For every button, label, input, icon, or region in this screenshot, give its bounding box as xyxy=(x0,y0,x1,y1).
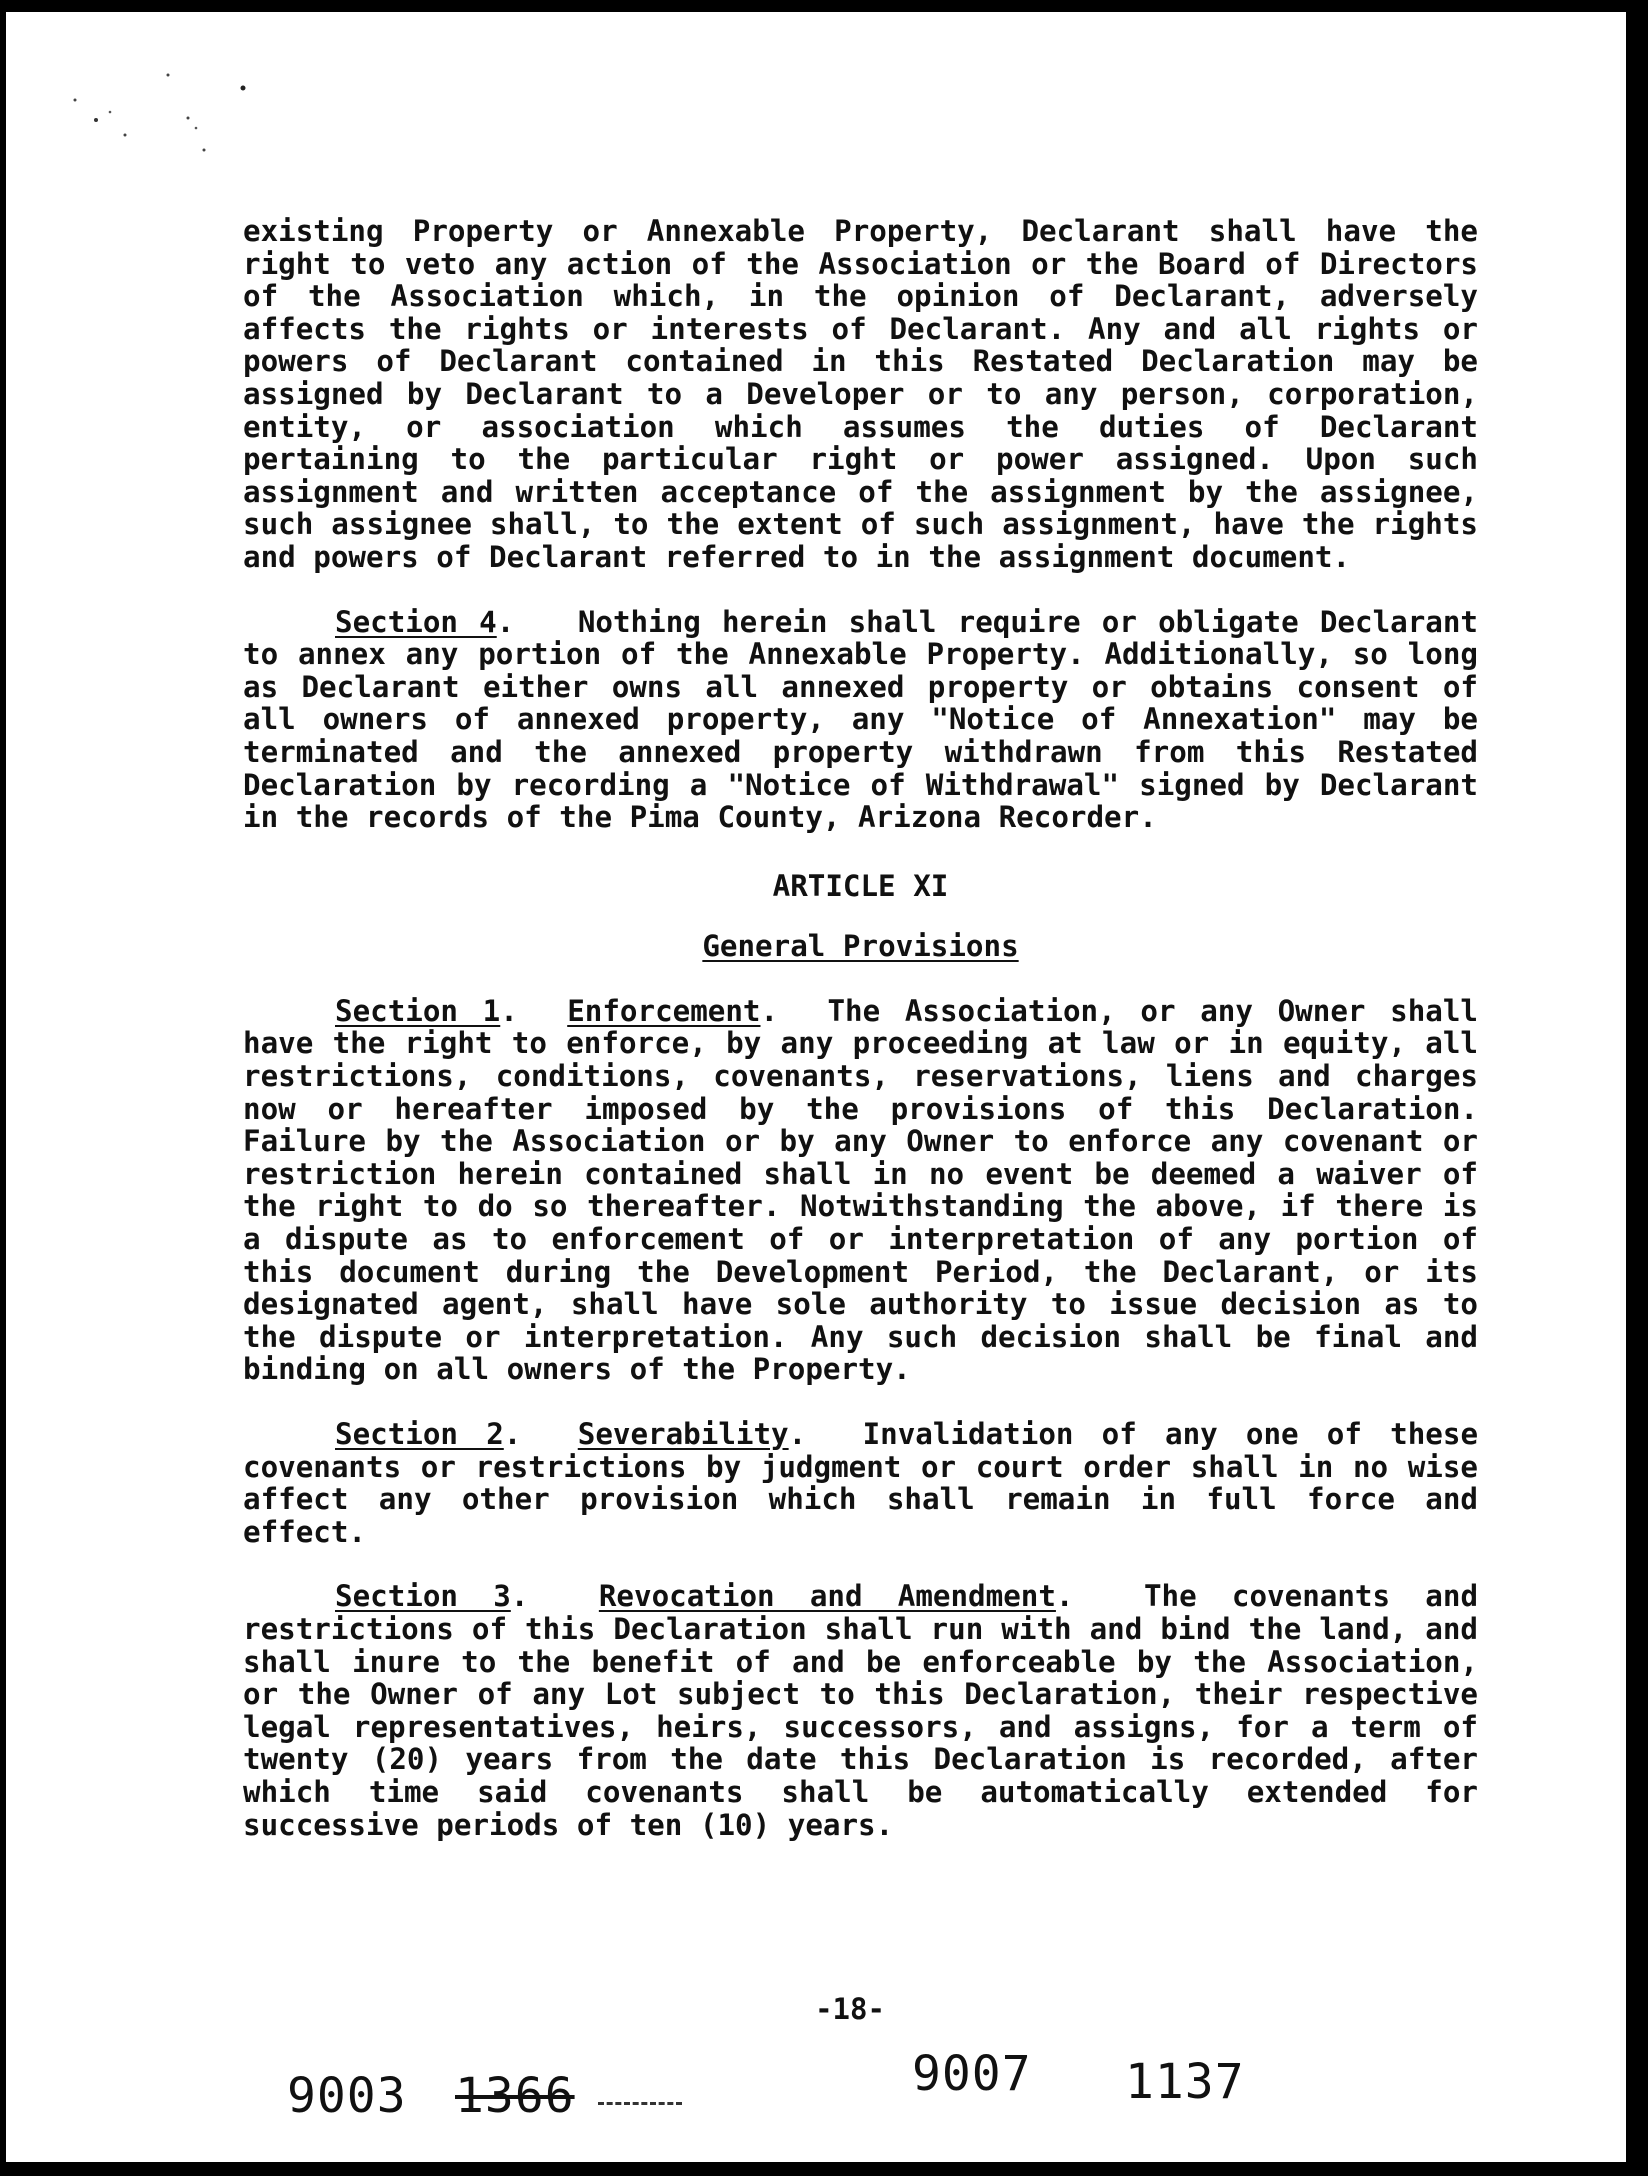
recording-stamp-page: 1137 xyxy=(1125,2054,1245,2110)
scan-border-bottom xyxy=(0,2162,1648,2176)
page-number: -18- xyxy=(815,1992,885,2026)
section-3-paragraph: Section 3. Revocation and Amendment. The covenants and restrictions of this Declaration shall run with and bind the land, and shall inure to the benefit of and be enforceable by the Association, or the Owner of any Lot subject to this Declaration, their respective legal representatives, heirs, successors, and assigns, for a term of twenty (20) years from the date this Declaration is recorded, after which time said covenants shall be automatically extended for successive periods of ten (10) years. xyxy=(243,1579,1479,1842)
article-subtitle xyxy=(243,930,1478,963)
section-4-label: Section 4 xyxy=(335,604,497,639)
section-3-label: Section 3 xyxy=(335,1579,511,1614)
section-2-text: Invalidation of any one of these covenants or restrictions by judgment or court order shall in no wise affect any other provision which shall remain in full force and effect. xyxy=(243,1417,1479,1549)
stamp-dash-line xyxy=(598,2102,682,2105)
section-2-title: Severability xyxy=(577,1417,789,1451)
article-subtitle-text: General Provisions xyxy=(702,929,1019,964)
section-2-label: Section 2 xyxy=(335,1417,504,1451)
recording-stamp-book: 9007 xyxy=(912,2046,1032,2102)
section-1-text: The Association, or any Owner shall have the right to enforce, by any proceeding at law or in equity, all restrictions, conditions, covenants, reservations, liens and charges now or hereafter imposed by the provisions of this Declaration. Failure by the Association or by any Owner to enforce any covenant or restriction herein contained shall in no event be deemed a waiver of the right to do so thereafter. Notwithstanding the above, if there is a dispute as to enforcement of or interpretation of any portion of this document during the Development Period, the Declarant, or its designated agent, shall have sole authority to issue decision as to the dispute or interpretation. Any such decision shall be final and binding on all owners of the Property. xyxy=(243,993,1479,1387)
recording-stamp-struck: 1366 xyxy=(455,2068,575,2124)
section-3-text: The covenants and restrictions of this Declaration shall run with and bind the land, and shall inure to the benefit of and be enforceable by the Association, or the Owner of any Lot subject to this Declaration, their respective legal representatives, heirs, successors, and assigns, for a term of twenty (20) years from the date this Declaration is recorded, after which time said covenants shall be automatically extended for successive periods of ten (10) years. xyxy=(243,1579,1479,1842)
scan-border-left xyxy=(0,0,6,2176)
scan-border-right xyxy=(1626,0,1648,2176)
recording-stamp-left: 9003 xyxy=(287,2068,407,2124)
paragraph-declarant-rights: existing Property or Annexable Property, Declarant shall have the right to veto any action of the Association or the Board of Directors of the Association which, in the opinion of Declarant, adversely affects the rights or interests of Declarant. Any and all rights or powers of Declarant contained in this Restated Declaration may be assigned by Declarant to a Developer or to any person, corporation, entity, or association which assumes the duties of Declarant pertaining to the particular right or power assigned. Upon such assignment and written acceptance of the assignment by the assignee, such assignee shall, to the extent of such assignment, have the rights and powers of Declarant referred to in the assignment document. xyxy=(243,214,1478,574)
section-2-paragraph: Section 2. Severability. Invalidation of any one of these covenants or restrictions by judgment or court order shall in no wise affect any other provision which shall remain in full force and effect. xyxy=(243,1417,1479,1549)
section-4-paragraph: Section 4. Nothing herein shall require or obligate Declarant to annex any portion of the Annexable Property. Additionally, so long as Declarant either owns all annexed property or obtains consent of all owners of annexed property, any "Notice of Annexation" may be terminated and the annexed property withdrawn from this Restated Declaration by recording a "Notice of Withdrawal" signed by Declarant in the records of the Pima County, Arizona Recorder. xyxy=(243,604,1478,835)
section-1-paragraph: Section 1. Enforcement. The Association, or any Owner shall have the right to enforce, by any proceeding at law or in equity, all restrictions, conditions, covenants, reservations, liens and charges now or hereafter imposed by the provisions of this Declaration. Failure by the Association or by any Owner to enforce any covenant or restriction herein contained shall in no event be deemed a waiver of the right to do so thereafter. Notwithstanding the above, if there is a dispute as to enforcement of or interpretation of any portion of this document during the Development Period, the Declarant, or its designated agent, shall have sole authority to issue decision as to the dispute or interpretation. Any such decision shall be final and binding on all owners of the Property. xyxy=(243,993,1479,1387)
section-4-text: Nothing herein shall require or obligate Declarant to annex any portion of the Annexable Property. Additionally, so long as Declarant either owns all annexed property or obtains consent of all owners of annexed property, any "Notice of Annexation" may be terminated and the annexed property withdrawn from this Restated Declaration by recording a "Notice of Withdrawal" signed by Declarant in the records of the Pima County, Arizona Recorder. xyxy=(243,604,1478,835)
section-3-title: Revocation and Amendment xyxy=(598,1579,1056,1614)
document-body xyxy=(243,215,1478,1841)
scan-specks xyxy=(0,0,300,170)
article-title: ARTICLE XI xyxy=(772,868,949,903)
section-1-title: Enforcement xyxy=(567,993,761,1028)
section-1-label: Section 1 xyxy=(335,993,501,1028)
